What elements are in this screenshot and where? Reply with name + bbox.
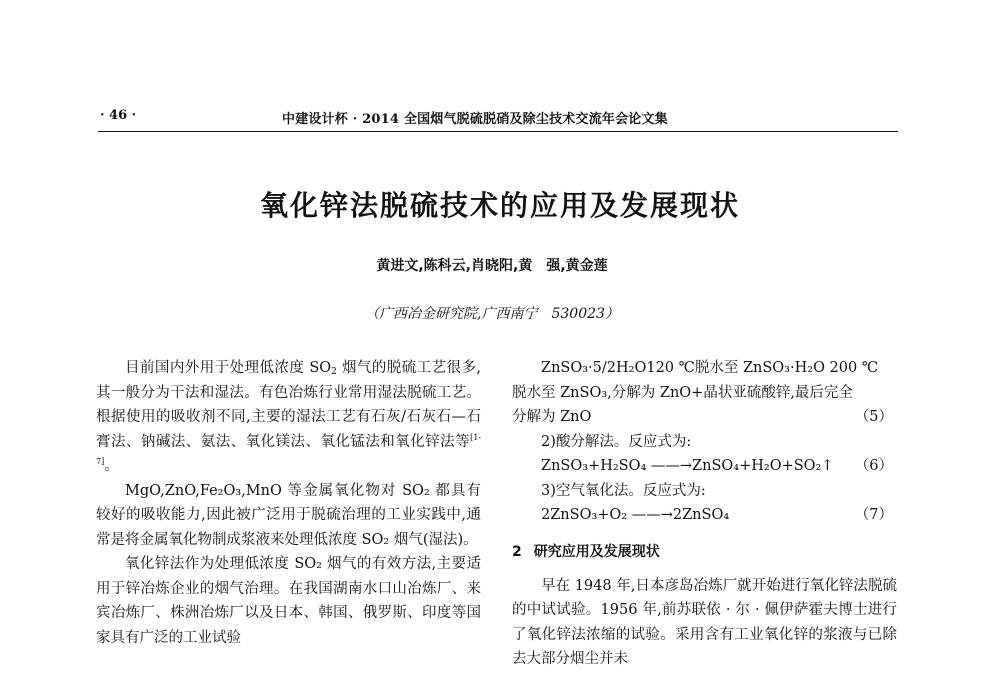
authors: 黄进文,陈科云,肖晓阳,黄 强,黄金莲 <box>376 258 608 274</box>
equation-6: ZnSO₃+H₂SO₄ ——→ZnSO₄+H₂O+SO₂↑ （6） <box>512 454 897 479</box>
running-header <box>100 108 896 132</box>
paper-title: 氧化锌法脱硫技术的应用及发展现状 <box>259 189 740 222</box>
section-heading <box>512 540 897 564</box>
list-item: 3)空气氧化法。反应式为: <box>541 482 706 499</box>
right-column <box>512 356 897 672</box>
paragraph-zinc-oxide-method: 氧化锌法作为处理低浓度 SO₂ 烟气的有效方法,主要适用于锌冶炼企业的烟气治理。在我国湖南水口山冶炼厂、来宾冶炼厂、株洲冶炼厂以及日本、韩国、俄罗斯、印度等国家具有广泛的工业试验 <box>96 556 481 646</box>
section-number: 2 <box>512 543 522 560</box>
paragraph-metal-oxides: MgO,ZnO,Fe₂O₃,MnO 等金属氧化物对 SO₂ 都具有较好的吸收能力,因此被广泛用于脱硫治理的工业实践中,通常是将金属氧化物制成浆液来处理低浓度 SO₂ 烟气(湿法)。 <box>96 482 481 548</box>
journal-title: 中建设计杯 · 2014 全国烟气脱硫脱硝及除尘技术交流年会论文集 <box>282 112 668 127</box>
equation-number: （7） <box>854 507 893 523</box>
paragraph-history: 早在 1948 年,日本彦岛冶炼厂就开始进行氧化锌法脱硫的中试试验。1956 年,前苏联依 · 尔 · 佩伊萨霍夫博士进行了氧化锌法浓缩的试验。采用含有工业氧化锌的浆液与已除去大部分烟尘并未 <box>512 577 897 667</box>
equation-7: 2ZnSO₃+O₂ ——→2ZnSO₄ （7） <box>512 503 897 528</box>
text-line: 脱水至 ZnSO₃,分解为 ZnO+晶状亚硫酸锌,最后完全 <box>512 384 853 401</box>
text-line: ZnSO₃·5/2H₂O120 ℃脱水至 ZnSO₃·H₂O 200 ℃ <box>541 360 879 376</box>
affiliation: （广西冶金研究院,广西南宁 530023） <box>365 306 619 322</box>
equation-5: 分解为 ZnO （5） <box>512 405 897 430</box>
paragraph-intro: 目前国内外用于处理低浓度 $SO_2$ 烟气的脱硫工艺很多,其一般分为干法和湿法。有色冶炼行业常用湿法脱硫工艺。根据使用的吸收剂不同,主要的湿法工艺有石灰/石灰石—石膏法、钠碱法、氨法、氧化镁法、氧化锰法和氧化锌法等[1-7]。 <box>96 360 482 474</box>
header-rule <box>98 131 898 132</box>
left-column <box>96 356 481 650</box>
equation-number: （5） <box>854 409 893 425</box>
list-item: 2)酸分解法。反应式为: <box>541 433 692 450</box>
citation: [1-7] <box>96 432 481 466</box>
page-number: · 46 · <box>100 108 137 123</box>
equation-number: （6） <box>854 458 893 474</box>
section-title: 研究应用及发展现状 <box>533 543 660 560</box>
